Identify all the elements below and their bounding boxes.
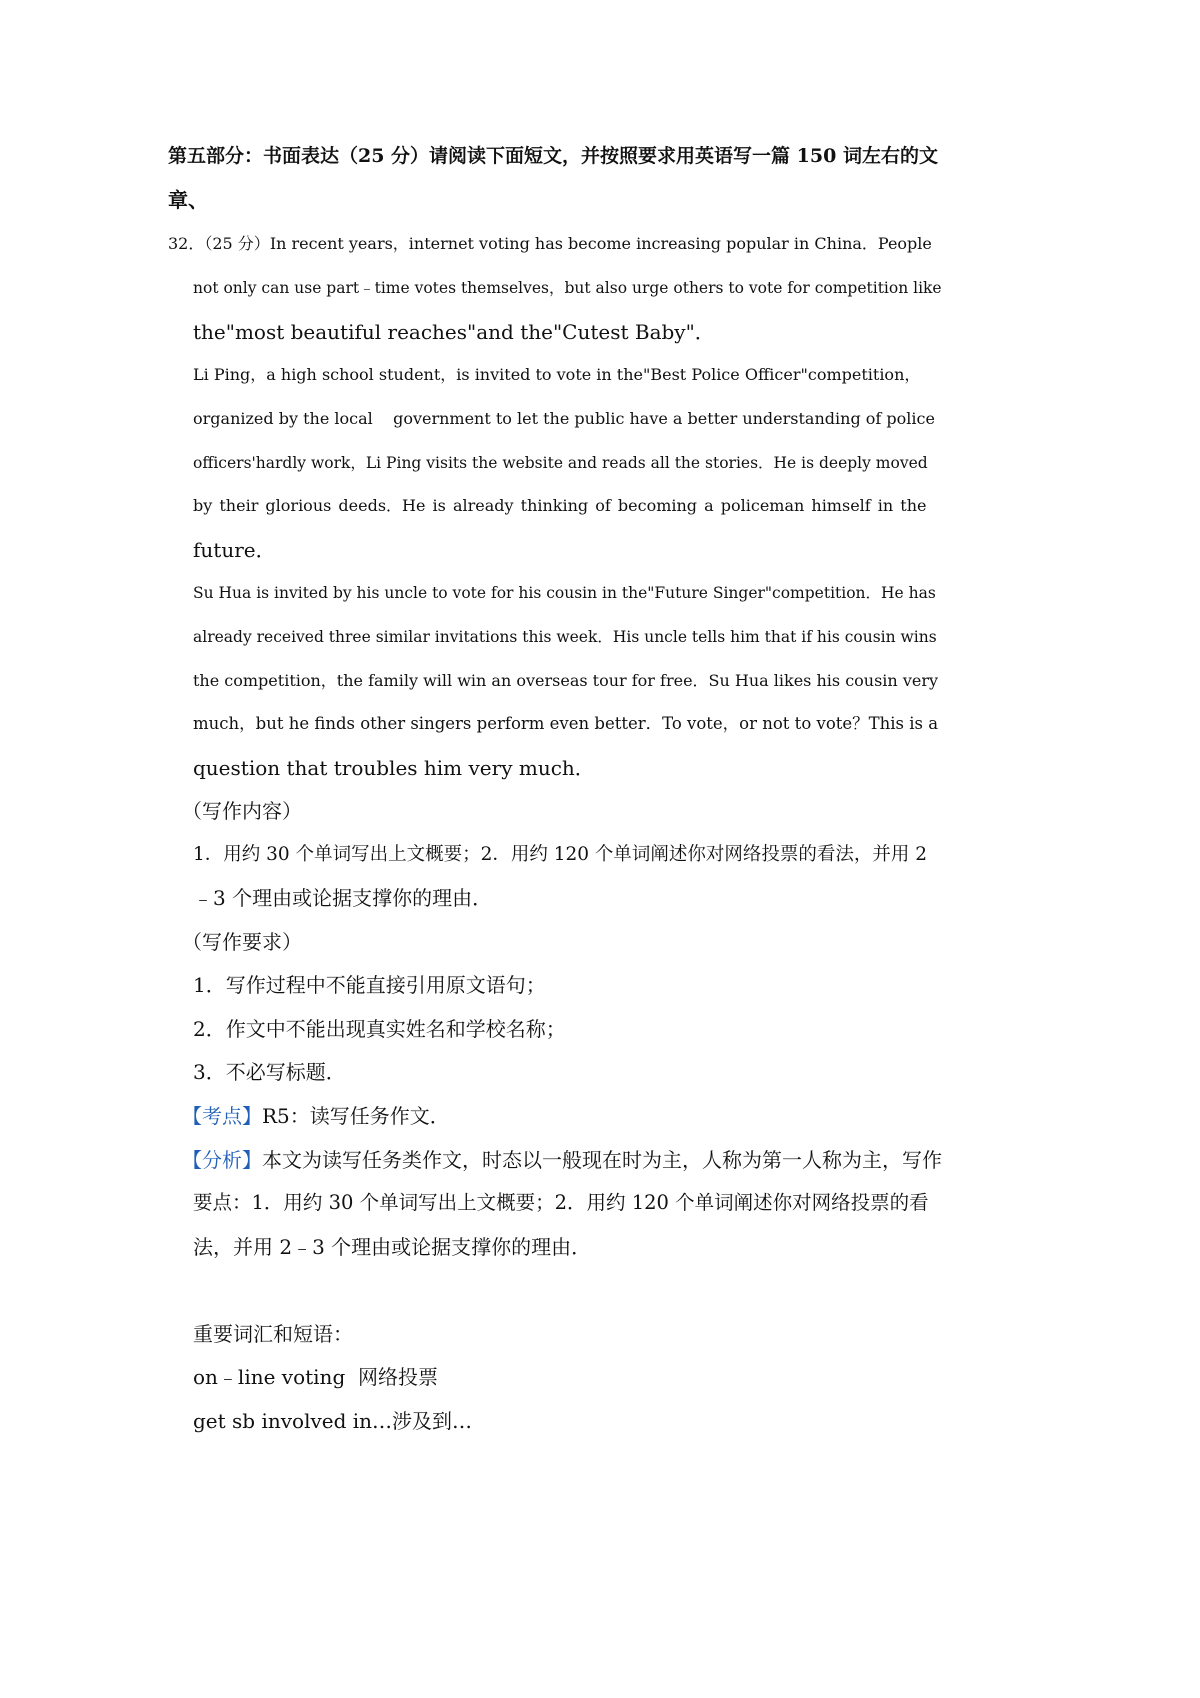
writing-content-heading: （写作内容）: [182, 799, 302, 823]
paragraph-su-hua-line-3: the competition，the family will win an overseas tour for free．Su Hua likes his cousin very: [193, 671, 939, 690]
fenxi-tag: 【分析】: [182, 1148, 262, 1172]
question-intro-line-2: not only can use part﹣time votes themselves，but also urge others to vote for competition like: [193, 279, 942, 297]
paragraph-li-ping-line-1: Li Ping，a high school student，is invited to vote in the"Best Police Officer"competition，: [193, 365, 921, 384]
vocabulary-item-1: on﹣line voting 网络投票: [193, 1365, 438, 1389]
fenxi-line-3: 法，并用 2﹣3 个理由或论据支撑你的理由．: [193, 1235, 592, 1259]
paragraph-li-ping-line-2: organized by the local government to let the public have a better understanding of police: [193, 409, 935, 428]
vocabulary-heading: 重要词汇和短语：: [193, 1322, 353, 1346]
paragraph-su-hua-line-2: already received three similar invitations this week．His uncle tells him that if his cousin wins: [193, 628, 937, 646]
writing-requirements-heading: （写作要求）: [182, 930, 302, 954]
writing-content-line-1: 1．用约 30 个单词写出上文概要；2．用约 120 个单词阐述你对网络投票的看法，并用 2: [193, 844, 928, 865]
fenxi-text-1: 本文为读写任务类作文，时态以一般现在时为主，人称为第一人称为主，写作: [262, 1148, 942, 1172]
paragraph-su-hua-line-4: much，but he finds other singers perform even better．To vote，or not to vote？This is a: [193, 714, 939, 733]
section-heading-line-1: 第五部分：书面表达（25 分）请阅读下面短文，并按照要求用英语写一篇 150 词左右的文: [168, 145, 938, 167]
fenxi-line-2: 要点：1．用约 30 个单词写出上文概要；2．用约 120 个单词阐述你对网络投票的看: [193, 1191, 929, 1214]
paragraph-li-ping-line-3: officers'hardly work，Li Ping visits the website and reads all the stories．He is deeply moved: [193, 454, 928, 472]
question-first-line: [168, 230, 932, 258]
writing-content-line-2: ﹣3 个理由或论据支撑你的理由．: [193, 886, 493, 910]
kaodian-text: R5：读写任务作文．: [262, 1104, 450, 1128]
requirement-item-3: 3．不必写标题．: [193, 1060, 346, 1084]
paragraph-su-hua-line-1: Su Hua is invited by his uncle to vote for his cousin in the"Future Singer"competition．He has: [193, 584, 936, 602]
question-intro-line-1: In recent years，internet voting has become increasing popular in China．People: [269, 234, 932, 253]
fenxi-line-1: [182, 1146, 942, 1174]
requirement-item-1: 1．写作过程中不能直接引用原文语句；: [193, 973, 546, 997]
question-number: 32．（25 分）: [168, 234, 270, 253]
paragraph-li-ping-line-5: future．: [193, 538, 276, 562]
kaodian-line: [182, 1102, 450, 1130]
requirement-item-2: 2．作文中不能出现真实姓名和学校名称；: [193, 1017, 566, 1041]
vocabulary-item-2: get sb involved in…涉及到…: [193, 1409, 473, 1433]
kaodian-tag: 【考点】: [182, 1104, 262, 1128]
question-intro-line-3: the"most beautiful reaches"and the"Cutest Baby"．: [193, 320, 715, 344]
section-heading-line-2: 章、: [168, 188, 208, 212]
paragraph-li-ping-line-4: by their glorious deeds．He is already thinking of becoming a policeman himself in the: [193, 496, 927, 515]
paragraph-su-hua-line-5: question that troubles him very much．: [193, 756, 595, 780]
